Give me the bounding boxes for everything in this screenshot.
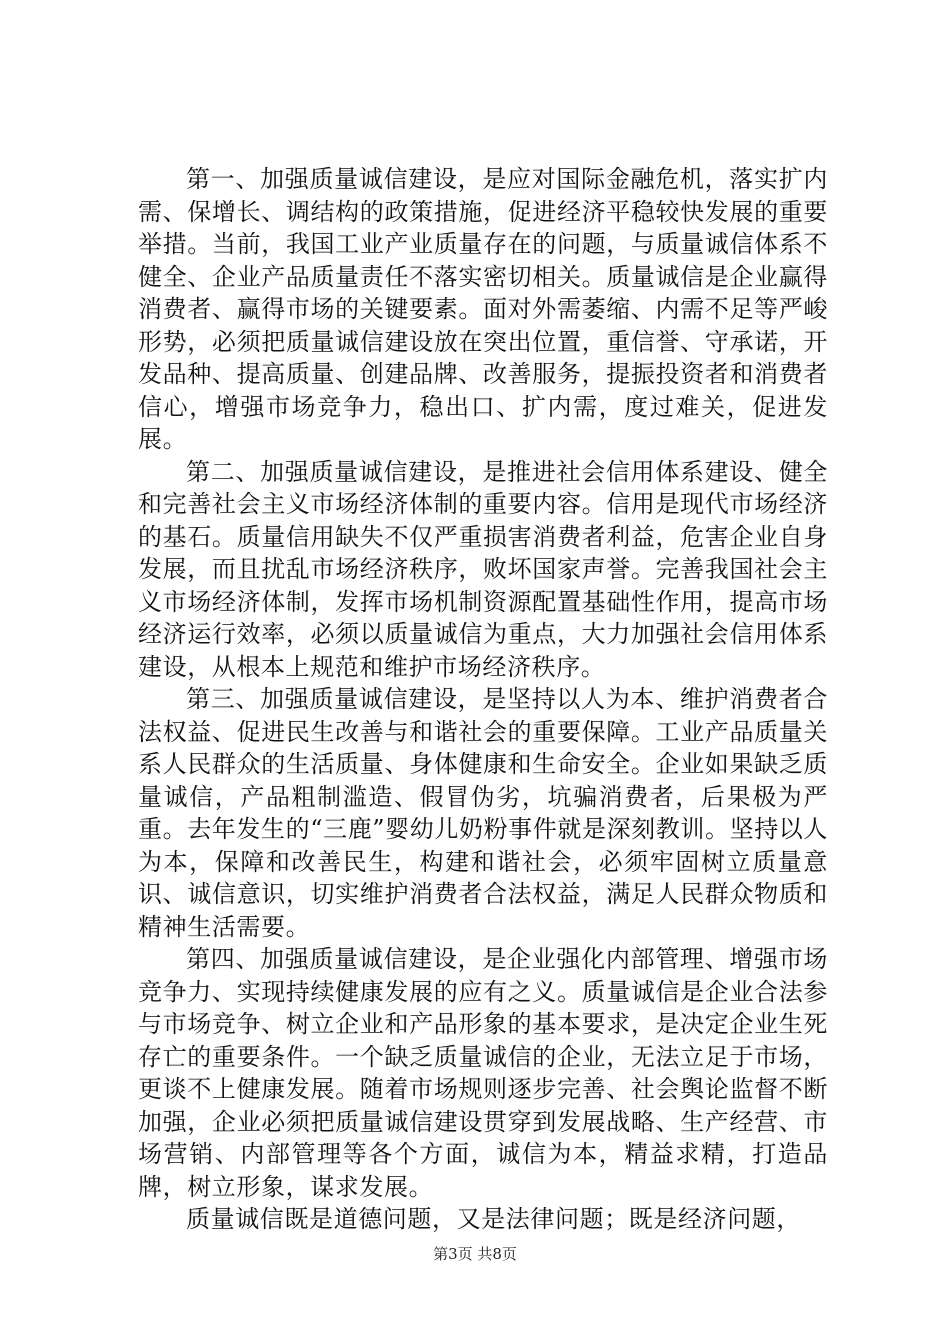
paragraph-3: 第三、加强质量诚信建设，是坚持以人为本、维护消费者合法权益、促进民生改善与和谐社会的重要保障。工业产品质量关系人民群众的生活质量、身体健康和生命安全。企业如果缺乏质量诚信，产品粗制滥造、假冒伪劣，坑骗消费者，后果极为严重。去年发生的“三鹿”婴幼儿奶粉事件就是深刻教训。坚持以人为本，保障和改善民生，构建和谐社会，必须牢固树立质量意识、诚信意识，切实维护消费者合法权益，满足人民群众物质和精神生活需要。: [138, 685, 828, 941]
paragraph-5: 质量诚信既是道德问题，又是法律问题；既是经济问题，: [186, 1205, 801, 1233]
document-body: [138, 163, 828, 1236]
paragraph-2: 第二、加强质量诚信建设，是推进社会信用体系建设、健全和完善社会主义市场经济体制的重要内容。信用是现代市场经济的基石。质量信用缺失不仅严重损害消费者利益，危害企业自身发展，而且扰乱市场经济秩序，败坏国家声誉。完善我国社会主义市场经济体制，发挥市场机制资源配置基础性作用，提高市场经济运行效率，必须以质量诚信为重点，大力加强社会信用体系建设，从根本上规范和维护市场经济秩序。: [138, 457, 828, 681]
page-footer: 第3页 共8页: [433, 1245, 517, 1263]
paragraph-1: 第一、加强质量诚信建设，是应对国际金融危机，落实扩内需、保增长、调结构的政策措施，促进经济平稳较快发展的重要举措。当前，我国工业产业质量存在的问题，与质量诚信体系不健全、企业产品质量责任不落实密切相关。质量诚信是企业赢得消费者、赢得市场的关键要素。面对外需萎缩、内需不足等严峻形势，必须把质量诚信建设放在突出位置，重信誉、守承诺，开发品种、提高质量、创建品牌、改善服务，提振投资者和消费者信心，增强市场竞争力，稳出口、扩内需，度过难关，促进发展。: [138, 165, 828, 453]
paragraph-4: 第四、加强质量诚信建设，是企业强化内部管理、增强市场竞争力、实现持续健康发展的应有之义。质量诚信是企业合法参与市场竞争、树立企业和产品形象的基本要求，是决定企业生死存亡的重要条件。一个缺乏质量诚信的企业，无法立足于市场，更谈不上健康发展。随着市场规则逐步完善、社会舆论监督不断加强，企业必须把质量诚信建设贯穿到发展战略、生产经营、市场营销、内部管理等各个方面，诚信为本，精益求精，打造品牌，树立形象，谋求发展。: [138, 945, 828, 1201]
